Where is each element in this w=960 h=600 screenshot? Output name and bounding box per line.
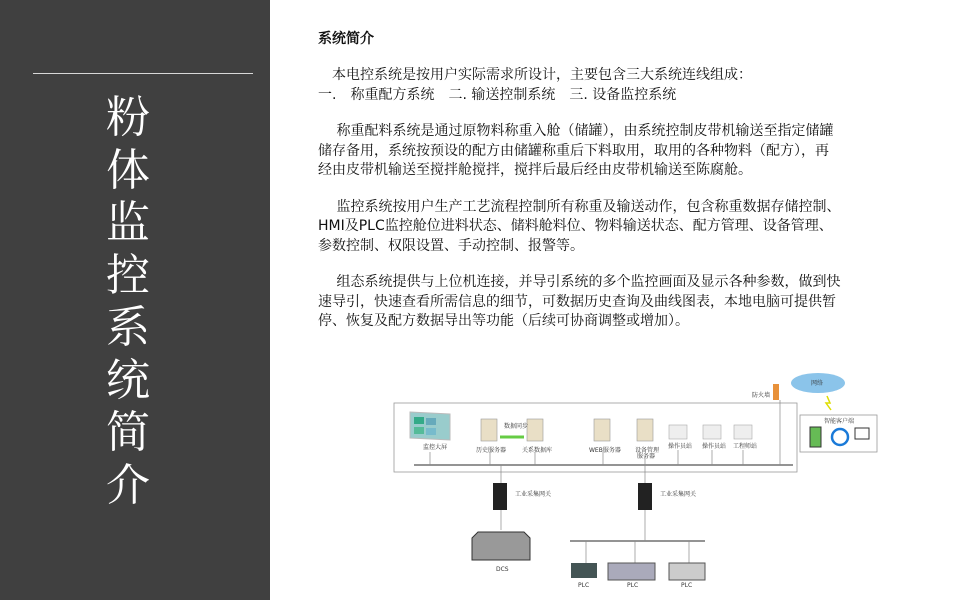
title-char: 控 [106,249,150,301]
label: DCS [496,566,509,573]
label: 历史服务器 [476,447,507,454]
label: 工业采集网关 [660,491,697,498]
label: 工业采集网关 [515,491,552,498]
big-screen-icon [410,412,450,440]
label: 工程师站 [733,443,758,450]
intro-paragraph [318,66,928,105]
title-char: 监 [106,197,150,248]
text-line: 参数控制、权限设置、手动控制、报警等。 [318,237,584,254]
text-line: 储存备用，系统按预设的配方由储罐称重后下料取用，取用的各种物料（配方），再 [318,142,829,159]
label: 监控大屏 [423,444,448,451]
label: 防火墙 [752,392,771,399]
monitoring-paragraph [318,198,928,257]
sidebar-panel [0,0,270,600]
label: PLC [681,582,693,589]
label: 操作员站 [702,443,727,450]
laptop-icon [855,428,869,439]
text-line: HMI及PLC监控舱位进料状态、储料舱料位、物料输送状态、配方管理、设备管理、 [318,218,833,234]
text-line: 组态系统提供与上位机连接，并导引系统的多个监控画面及显示各种参数，做到快 [318,274,841,290]
label: 数据同步 [504,423,529,430]
label: 网络 [811,380,824,387]
text-line: 速导引，快速查看所需信息的细节，可数据历史查询及曲线图表，本地电脑可提供暂 [318,293,836,310]
label: 关系数据库 [522,447,553,454]
label: 服务器 [637,453,656,460]
plc-icon [571,563,597,578]
web-server-icon [594,419,610,441]
label: WEB服务器 [589,447,621,454]
title-char: 简 [106,407,150,458]
title-char: 介 [106,459,150,511]
database-server-icon [527,419,543,441]
phone-icon [810,427,821,447]
ie-browser-icon [832,429,848,445]
system-architecture-diagram [390,370,890,600]
text-line: 监控系统按用户生产工艺流程控制所有称重及输送动作，包含称重数据存储控制、 [318,198,841,215]
scada-paragraph [318,273,928,332]
operator-station-icon [703,425,721,439]
dcs-console-icon [472,532,530,560]
gateway-icon [493,483,507,510]
vertical-title [100,92,156,512]
gateway-icon [638,483,652,510]
title-char: 体 [106,144,150,196]
operator-station-icon [669,425,687,439]
label: 智能客户端 [824,418,855,425]
text-line: 停、恢复及配方数据导出等功能（后续可协商调整或增加）。 [318,313,689,329]
plc-icon [608,563,655,580]
history-server-icon [481,419,497,441]
text-line: 经由皮带机输送至搅拌舱搅拌，搅拌后最后经由皮带机输送至陈腐舱。 [318,162,752,178]
engineer-station-icon [734,425,752,439]
section-heading: 系统简介 [318,31,374,47]
text-line: 称重配料系统是通过原物料称重入舱（储罐），由系统控制皮带机输送至指定储罐 [318,123,834,139]
divider [33,73,253,74]
text-line: 一. 称重配方系统 二. 输送控制系统 三. 设备监控系统 [318,86,677,103]
weighing-paragraph [318,122,928,181]
firewall-icon [773,384,779,400]
title-char: 统 [106,354,150,406]
label: 设备管理 [635,447,660,454]
device-server-icon [637,419,653,441]
label: 操作员站 [668,443,693,450]
label: PLC [578,582,590,589]
plc-icon [669,563,705,580]
title-char: 粉 [106,92,150,143]
title-char: 系 [106,302,150,353]
wireless-link-icon [826,396,831,410]
text-line: 本电控系统是按用户实际需求所设计，主要包含三大系统连线组成： [318,67,752,83]
label: PLC [627,582,639,589]
content [318,29,928,332]
